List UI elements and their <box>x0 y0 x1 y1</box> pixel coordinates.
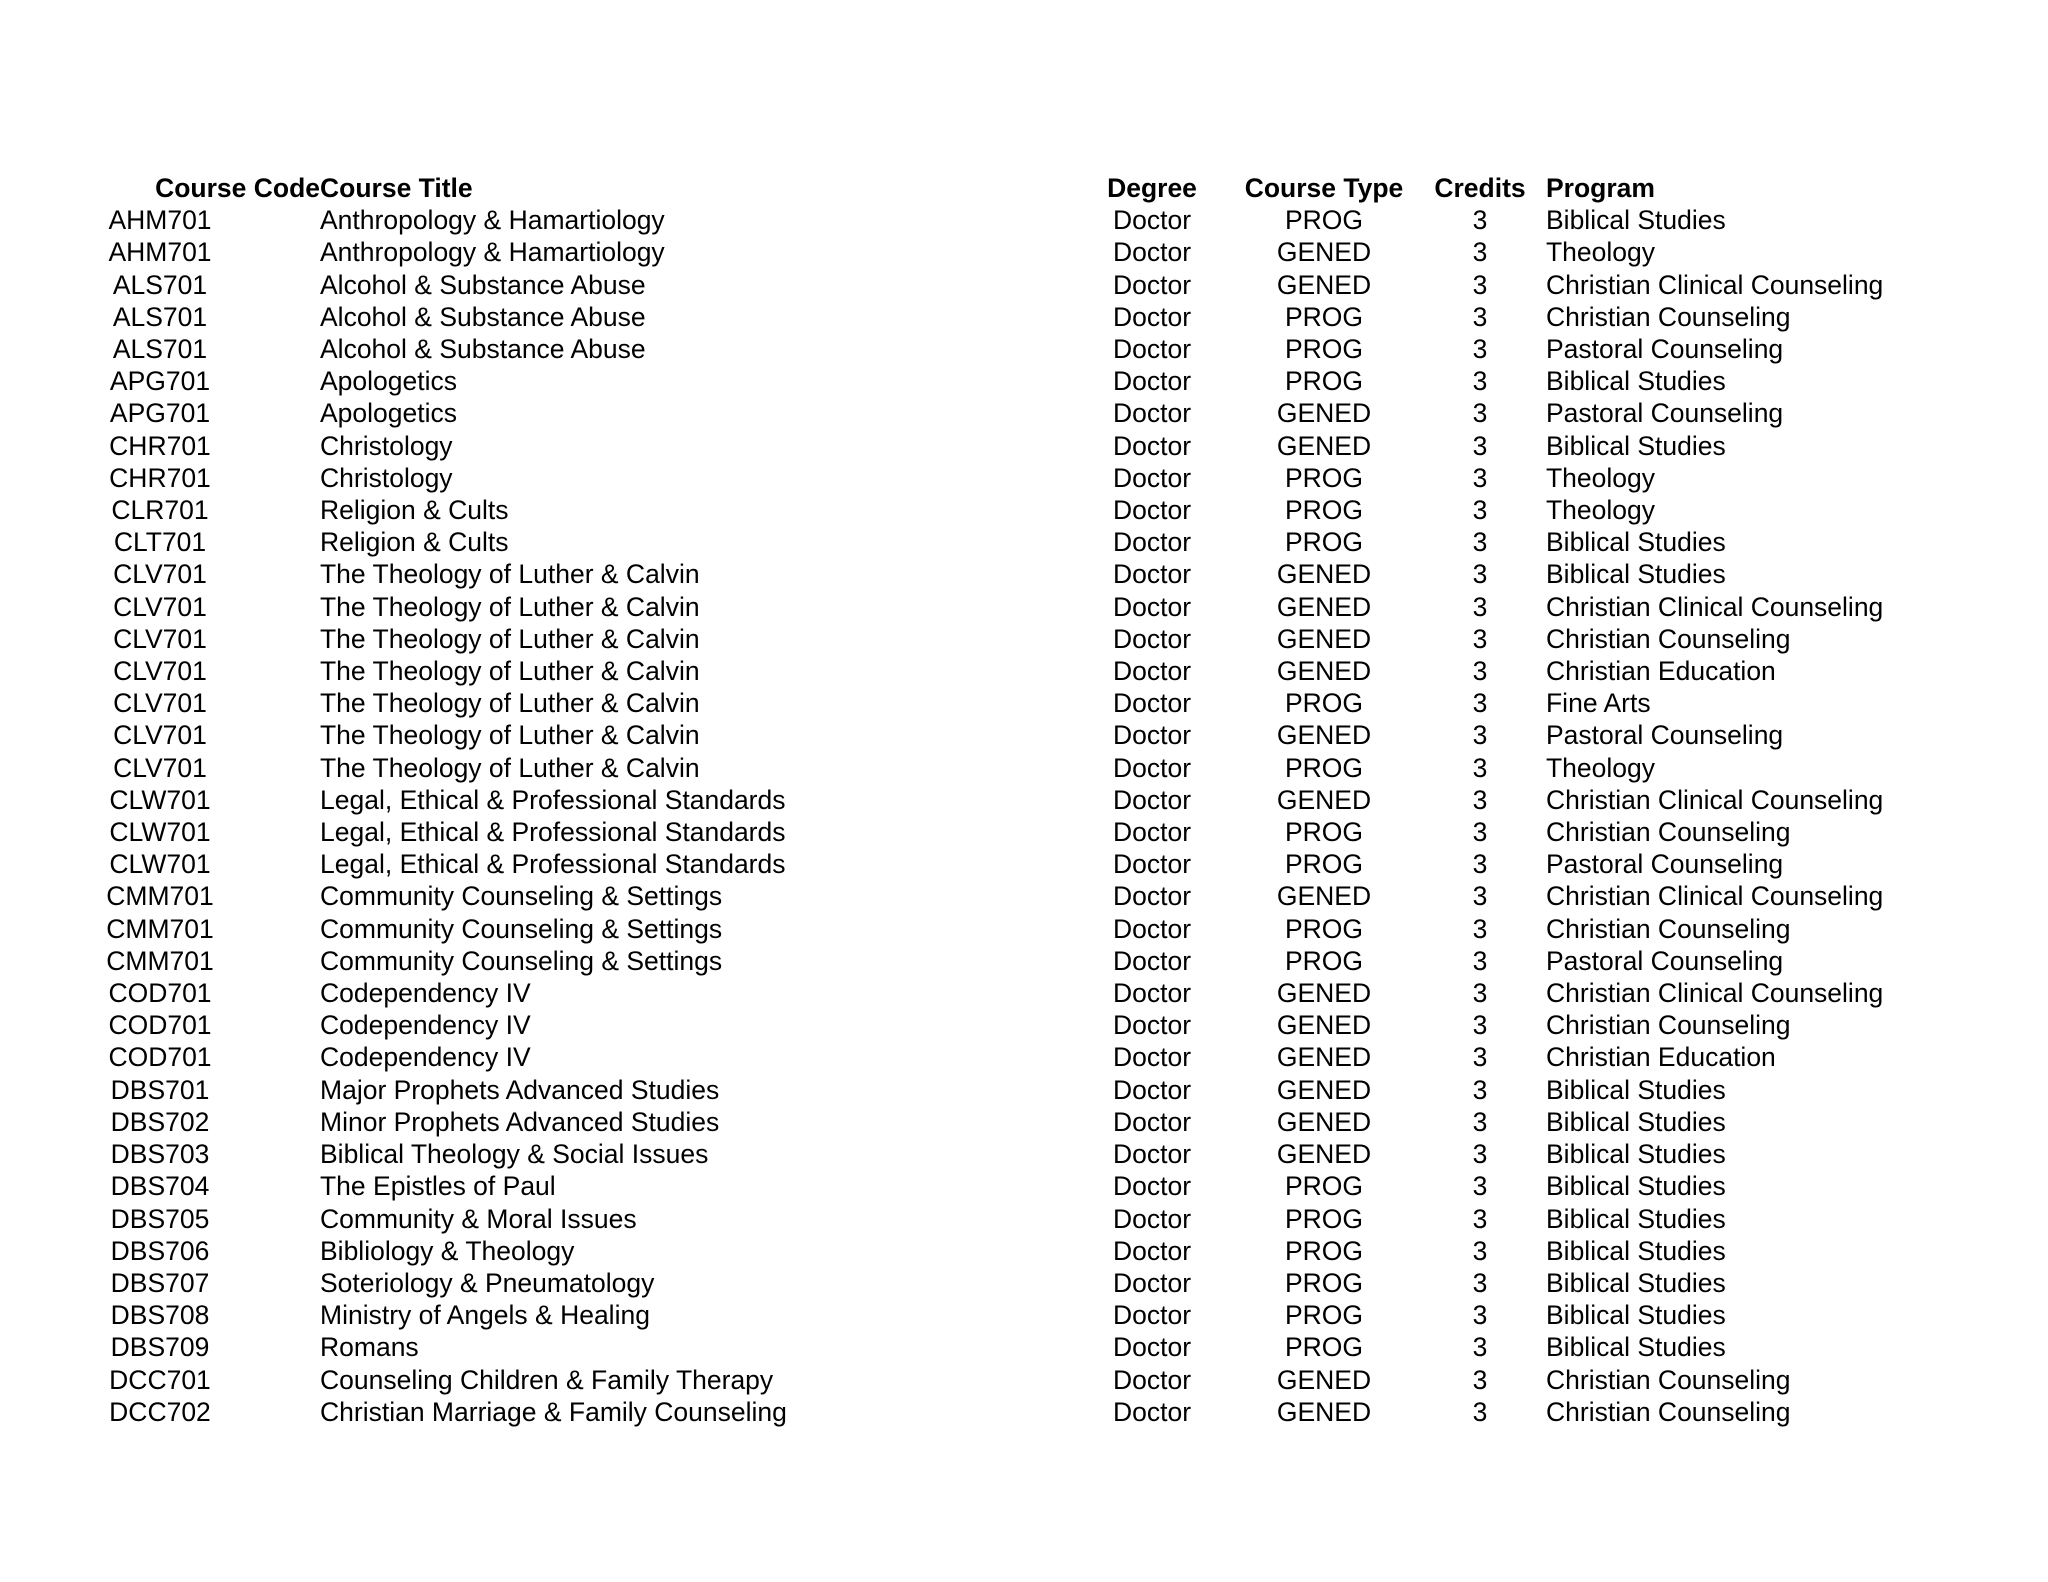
credits-cell: 3 <box>1472 430 1488 461</box>
credits-cell: 3 <box>1472 1139 1488 1170</box>
course-type-cell: PROG <box>1284 1235 1364 1266</box>
course-type-cell: PROG <box>1284 752 1364 783</box>
course-code-cell: DCC702 <box>109 1396 211 1427</box>
program-cell: Christian Counseling <box>1546 1396 1791 1427</box>
course-type-cell: GENED <box>1276 1074 1372 1105</box>
course-title-cell: Ministry of Angels & Healing <box>320 1300 650 1331</box>
program-cell: Theology <box>1546 237 1656 268</box>
header-course-code: Course Code <box>155 173 320 203</box>
course-title-cell: Apologetics <box>320 398 458 429</box>
course-title-cell: Anthropology & Hamartiology <box>320 237 665 268</box>
course-title-cell: Bibliology & Theology <box>320 1235 575 1266</box>
table-row <box>0 333 2048 365</box>
course-type-cell: GENED <box>1276 1364 1372 1395</box>
course-code-cell: APG701 <box>109 398 211 429</box>
table-row <box>0 1364 2048 1396</box>
degree-cell: Doctor <box>1112 495 1192 526</box>
course-type-cell: PROG <box>1284 849 1364 880</box>
degree-cell: Doctor <box>1112 1139 1192 1170</box>
program-cell: Biblical Studies <box>1546 527 1726 558</box>
degree-cell: Doctor <box>1112 752 1192 783</box>
table-row <box>0 848 2048 880</box>
course-type-cell: PROG <box>1284 1171 1364 1202</box>
course-code-cell: DCC701 <box>109 1364 211 1395</box>
degree-cell: Doctor <box>1112 784 1192 815</box>
course-type-cell: GENED <box>1276 430 1372 461</box>
degree-cell: Doctor <box>1112 1267 1192 1298</box>
program-cell: Christian Clinical Counseling <box>1546 269 1884 300</box>
program-cell: Biblical Studies <box>1546 1171 1726 1202</box>
course-code-cell: CMM701 <box>106 945 214 976</box>
course-code-cell: CLW701 <box>109 817 211 848</box>
course-code-cell: COD701 <box>108 1010 212 1041</box>
credits-cell: 3 <box>1472 623 1488 654</box>
degree-cell: Doctor <box>1112 237 1192 268</box>
program-cell: Christian Clinical Counseling <box>1546 881 1884 912</box>
table-row <box>0 1074 2048 1106</box>
degree-cell: Doctor <box>1112 1332 1192 1363</box>
degree-cell: Doctor <box>1112 623 1192 654</box>
course-title-cell: Legal, Ethical & Professional Standards <box>320 784 786 815</box>
table-row <box>0 204 2048 236</box>
table-row <box>0 1331 2048 1363</box>
credits-cell: 3 <box>1472 1300 1488 1331</box>
degree-cell: Doctor <box>1112 462 1192 493</box>
program-cell: Christian Clinical Counseling <box>1546 591 1884 622</box>
degree-cell: Doctor <box>1112 945 1192 976</box>
course-code-cell: CLV701 <box>113 688 207 719</box>
table-row <box>0 913 2048 945</box>
course-code-cell: CLV701 <box>113 656 207 687</box>
course-code-cell: COD701 <box>108 1042 212 1073</box>
course-code-cell: DBS703 <box>110 1139 210 1170</box>
table-row <box>0 397 2048 429</box>
course-type-cell: GENED <box>1276 1106 1372 1137</box>
course-type-cell: GENED <box>1276 398 1372 429</box>
table-row <box>0 687 2048 719</box>
program-cell: Theology <box>1546 495 1656 526</box>
course-code-cell: CMM701 <box>106 881 214 912</box>
credits-cell: 3 <box>1472 1267 1488 1298</box>
table-row <box>0 945 2048 977</box>
course-title-cell: Religion & Cults <box>320 527 509 558</box>
course-title-cell: The Theology of Luther & Calvin <box>320 688 700 719</box>
program-cell: Christian Counseling <box>1546 1364 1791 1395</box>
degree-cell: Doctor <box>1112 591 1192 622</box>
degree-cell: Doctor <box>1112 1300 1192 1331</box>
course-type-cell: GENED <box>1276 1010 1372 1041</box>
course-type-cell: PROG <box>1284 301 1364 332</box>
course-code-cell: CMM701 <box>106 913 214 944</box>
credits-cell: 3 <box>1472 301 1488 332</box>
credits-cell: 3 <box>1472 1106 1488 1137</box>
credits-cell: 3 <box>1472 334 1488 365</box>
table-row <box>0 977 2048 1009</box>
program-cell: Biblical Studies <box>1546 1332 1726 1363</box>
course-type-cell: PROG <box>1284 334 1364 365</box>
program-cell: Christian Education <box>1546 1042 1776 1073</box>
degree-cell: Doctor <box>1112 269 1192 300</box>
course-title-cell: Minor Prophets Advanced Studies <box>320 1106 720 1137</box>
degree-cell: Doctor <box>1112 881 1192 912</box>
course-type-cell: GENED <box>1276 623 1372 654</box>
credits-cell: 3 <box>1472 1396 1488 1427</box>
course-code-cell: CLV701 <box>113 720 207 751</box>
degree-cell: Doctor <box>1112 688 1192 719</box>
credits-cell: 3 <box>1472 784 1488 815</box>
program-cell: Christian Education <box>1546 656 1776 687</box>
credits-cell: 3 <box>1472 591 1488 622</box>
table-row <box>0 591 2048 623</box>
course-code-cell: DBS707 <box>110 1267 210 1298</box>
header-degree: Degree <box>1107 173 1197 203</box>
program-cell: Biblical Studies <box>1546 1267 1726 1298</box>
header-course-type: Course Type <box>1244 173 1404 203</box>
course-code-cell: DBS701 <box>110 1074 210 1105</box>
credits-cell: 3 <box>1472 1171 1488 1202</box>
course-code-cell: CLV701 <box>113 623 207 654</box>
table-row <box>0 526 2048 558</box>
course-title-cell: Religion & Cults <box>320 495 509 526</box>
credits-cell: 3 <box>1472 881 1488 912</box>
table-row <box>0 623 2048 655</box>
degree-cell: Doctor <box>1112 1203 1192 1234</box>
course-type-cell: PROG <box>1284 495 1364 526</box>
course-title-cell: The Theology of Luther & Calvin <box>320 559 700 590</box>
table-row <box>0 494 2048 526</box>
credits-cell: 3 <box>1472 978 1488 1009</box>
course-title-cell: The Theology of Luther & Calvin <box>320 623 700 654</box>
degree-cell: Doctor <box>1112 817 1192 848</box>
program-cell: Theology <box>1546 752 1656 783</box>
course-code-cell: DBS706 <box>110 1235 210 1266</box>
course-code-cell: APG701 <box>109 366 211 397</box>
course-type-cell: GENED <box>1276 656 1372 687</box>
course-title-cell: The Epistles of Paul <box>320 1171 556 1202</box>
course-title-cell: Community Counseling & Settings <box>320 945 723 976</box>
table-row <box>0 880 2048 912</box>
degree-cell: Doctor <box>1112 301 1192 332</box>
table-row <box>0 1041 2048 1073</box>
table-row <box>0 816 2048 848</box>
course-type-cell: PROG <box>1284 1300 1364 1331</box>
credits-cell: 3 <box>1472 237 1488 268</box>
program-cell: Theology <box>1546 462 1656 493</box>
degree-cell: Doctor <box>1112 656 1192 687</box>
program-cell: Pastoral Counseling <box>1546 334 1784 365</box>
program-cell: Christian Clinical Counseling <box>1546 978 1884 1009</box>
program-cell: Biblical Studies <box>1546 1203 1726 1234</box>
course-type-cell: PROG <box>1284 1203 1364 1234</box>
program-cell: Christian Clinical Counseling <box>1546 784 1884 815</box>
degree-cell: Doctor <box>1112 1235 1192 1266</box>
course-title-cell: Community & Moral Issues <box>320 1203 637 1234</box>
course-title-cell: Codependency IV <box>320 1042 531 1073</box>
course-code-cell: ALS701 <box>112 269 208 300</box>
course-title-cell: The Theology of Luther & Calvin <box>320 720 700 751</box>
course-code-cell: DBS704 <box>110 1171 210 1202</box>
course-title-cell: Christology <box>320 430 453 461</box>
course-code-cell: CLV701 <box>113 591 207 622</box>
course-type-cell: GENED <box>1276 591 1372 622</box>
degree-cell: Doctor <box>1112 334 1192 365</box>
course-type-cell: PROG <box>1284 1267 1364 1298</box>
credits-cell: 3 <box>1472 656 1488 687</box>
program-cell: Pastoral Counseling <box>1546 398 1784 429</box>
course-code-cell: ALS701 <box>112 301 208 332</box>
credits-cell: 3 <box>1472 1203 1488 1234</box>
course-title-cell: Soteriology & Pneumatology <box>320 1267 655 1298</box>
course-code-cell: COD701 <box>108 978 212 1009</box>
credits-cell: 3 <box>1472 1332 1488 1363</box>
course-title-cell: Major Prophets Advanced Studies <box>320 1074 720 1105</box>
degree-cell: Doctor <box>1112 1106 1192 1137</box>
course-type-cell: GENED <box>1276 559 1372 590</box>
course-code-cell: CHR701 <box>109 462 211 493</box>
degree-cell: Doctor <box>1112 1171 1192 1202</box>
course-sheet <box>0 172 2048 1428</box>
table-row <box>0 462 2048 494</box>
degree-cell: Doctor <box>1112 527 1192 558</box>
course-title-cell: Legal, Ethical & Professional Standards <box>320 817 786 848</box>
program-cell: Biblical Studies <box>1546 1074 1726 1105</box>
degree-cell: Doctor <box>1112 1010 1192 1041</box>
course-title-cell: The Theology of Luther & Calvin <box>320 656 700 687</box>
course-title-cell: Christology <box>320 462 453 493</box>
course-type-cell: GENED <box>1276 720 1372 751</box>
table-row <box>0 719 2048 751</box>
program-cell: Pastoral Counseling <box>1546 720 1784 751</box>
course-title-cell: Apologetics <box>320 366 458 397</box>
degree-cell: Doctor <box>1112 398 1192 429</box>
credits-cell: 3 <box>1472 752 1488 783</box>
program-cell: Biblical Studies <box>1546 430 1726 461</box>
degree-cell: Doctor <box>1112 366 1192 397</box>
course-title-cell: Christian Marriage & Family Counseling <box>320 1396 787 1427</box>
course-code-cell: DBS709 <box>110 1332 210 1363</box>
program-cell: Christian Counseling <box>1546 623 1791 654</box>
degree-cell: Doctor <box>1112 559 1192 590</box>
degree-cell: Doctor <box>1112 720 1192 751</box>
course-code-cell: CLW701 <box>109 849 211 880</box>
credits-cell: 3 <box>1472 1010 1488 1041</box>
program-cell: Biblical Studies <box>1546 1235 1726 1266</box>
course-title-cell: Romans <box>320 1332 419 1363</box>
course-rows <box>0 204 2048 1428</box>
course-title-cell: Biblical Theology & Social Issues <box>320 1139 709 1170</box>
program-cell: Fine Arts <box>1546 688 1651 719</box>
program-cell: Pastoral Counseling <box>1546 849 1784 880</box>
credits-cell: 3 <box>1472 527 1488 558</box>
table-row <box>0 1106 2048 1138</box>
table-row <box>0 1299 2048 1331</box>
credits-cell: 3 <box>1472 495 1488 526</box>
credits-cell: 3 <box>1472 559 1488 590</box>
course-title-cell: Alcohol & Substance Abuse <box>320 269 646 300</box>
degree-cell: Doctor <box>1112 205 1192 236</box>
course-type-cell: PROG <box>1284 1332 1364 1363</box>
program-cell: Biblical Studies <box>1546 1300 1726 1331</box>
course-type-cell: GENED <box>1276 269 1372 300</box>
course-type-cell: PROG <box>1284 366 1364 397</box>
course-title-cell: Alcohol & Substance Abuse <box>320 334 646 365</box>
degree-cell: Doctor <box>1112 1396 1192 1427</box>
table-row <box>0 752 2048 784</box>
course-type-cell: GENED <box>1276 784 1372 815</box>
table-row <box>0 1203 2048 1235</box>
credits-cell: 3 <box>1472 366 1488 397</box>
credits-cell: 3 <box>1472 1235 1488 1266</box>
degree-cell: Doctor <box>1112 430 1192 461</box>
degree-cell: Doctor <box>1112 1042 1192 1073</box>
table-row <box>0 301 2048 333</box>
program-cell: Christian Counseling <box>1546 301 1791 332</box>
table-row <box>0 430 2048 462</box>
course-code-cell: AHM701 <box>108 205 212 236</box>
credits-cell: 3 <box>1472 1042 1488 1073</box>
table-row <box>0 365 2048 397</box>
course-title-cell: Community Counseling & Settings <box>320 881 723 912</box>
course-code-cell: DBS702 <box>110 1106 210 1137</box>
program-cell: Christian Counseling <box>1546 1010 1791 1041</box>
program-cell: Biblical Studies <box>1546 1139 1726 1170</box>
course-code-cell: CLV701 <box>113 752 207 783</box>
credits-cell: 3 <box>1472 398 1488 429</box>
table-row <box>0 1235 2048 1267</box>
credits-cell: 3 <box>1472 688 1488 719</box>
degree-cell: Doctor <box>1112 1074 1192 1105</box>
course-title-cell: Anthropology & Hamartiology <box>320 205 665 236</box>
course-type-cell: PROG <box>1284 945 1364 976</box>
course-code-cell: CHR701 <box>109 430 211 461</box>
table-row <box>0 1170 2048 1202</box>
credits-cell: 3 <box>1472 205 1488 236</box>
degree-cell: Doctor <box>1112 913 1192 944</box>
credits-cell: 3 <box>1472 269 1488 300</box>
program-cell: Pastoral Counseling <box>1546 945 1784 976</box>
course-title-cell: Alcohol & Substance Abuse <box>320 301 646 332</box>
course-type-cell: PROG <box>1284 462 1364 493</box>
credits-cell: 3 <box>1472 1364 1488 1395</box>
program-cell: Biblical Studies <box>1546 559 1726 590</box>
credits-cell: 3 <box>1472 849 1488 880</box>
table-row <box>0 269 2048 301</box>
credits-cell: 3 <box>1472 817 1488 848</box>
credits-cell: 3 <box>1472 720 1488 751</box>
credits-cell: 3 <box>1472 462 1488 493</box>
course-type-cell: GENED <box>1276 881 1372 912</box>
program-cell: Christian Counseling <box>1546 913 1791 944</box>
course-code-cell: CLT701 <box>113 527 207 558</box>
course-type-cell: PROG <box>1284 527 1364 558</box>
course-code-cell: DBS705 <box>110 1203 210 1234</box>
degree-cell: Doctor <box>1112 978 1192 1009</box>
degree-cell: Doctor <box>1112 849 1192 880</box>
table-row <box>0 655 2048 687</box>
course-type-cell: GENED <box>1276 1396 1372 1427</box>
course-code-cell: CLW701 <box>109 784 211 815</box>
table-row <box>0 1267 2048 1299</box>
course-title-cell: Counseling Children & Family Therapy <box>320 1364 774 1395</box>
program-cell: Christian Counseling <box>1546 817 1791 848</box>
course-title-cell: Legal, Ethical & Professional Standards <box>320 849 786 880</box>
course-type-cell: GENED <box>1276 1042 1372 1073</box>
table-row <box>0 236 2048 268</box>
table-row <box>0 1138 2048 1170</box>
course-type-cell: PROG <box>1284 205 1364 236</box>
course-title-cell: The Theology of Luther & Calvin <box>320 752 700 783</box>
degree-cell: Doctor <box>1112 1364 1192 1395</box>
course-title-cell: Community Counseling & Settings <box>320 913 723 944</box>
course-table <box>0 172 2048 1428</box>
course-code-cell: ALS701 <box>112 334 208 365</box>
header-row <box>0 172 2048 204</box>
course-title-cell: The Theology of Luther & Calvin <box>320 591 700 622</box>
header-course-title: Course Title <box>320 173 473 203</box>
table-row <box>0 784 2048 816</box>
header-credits: Credits <box>1434 173 1526 203</box>
table-row <box>0 1009 2048 1041</box>
course-code-cell: CLV701 <box>113 559 207 590</box>
course-title-cell: Codependency IV <box>320 1010 531 1041</box>
credits-cell: 3 <box>1472 1074 1488 1105</box>
course-type-cell: PROG <box>1284 913 1364 944</box>
table-row <box>0 558 2048 590</box>
course-type-cell: GENED <box>1276 978 1372 1009</box>
program-cell: Biblical Studies <box>1546 205 1726 236</box>
course-type-cell: GENED <box>1276 237 1372 268</box>
credits-cell: 3 <box>1472 945 1488 976</box>
header-program: Program <box>1546 173 1655 203</box>
course-type-cell: GENED <box>1276 1139 1372 1170</box>
course-type-cell: PROG <box>1284 817 1364 848</box>
program-cell: Biblical Studies <box>1546 1106 1726 1137</box>
course-code-cell: AHM701 <box>108 237 212 268</box>
table-row <box>0 1396 2048 1428</box>
course-type-cell: PROG <box>1284 688 1364 719</box>
course-code-cell: CLR701 <box>111 495 209 526</box>
program-cell: Biblical Studies <box>1546 366 1726 397</box>
course-title-cell: Codependency IV <box>320 978 531 1009</box>
course-code-cell: DBS708 <box>110 1300 210 1331</box>
credits-cell: 3 <box>1472 913 1488 944</box>
